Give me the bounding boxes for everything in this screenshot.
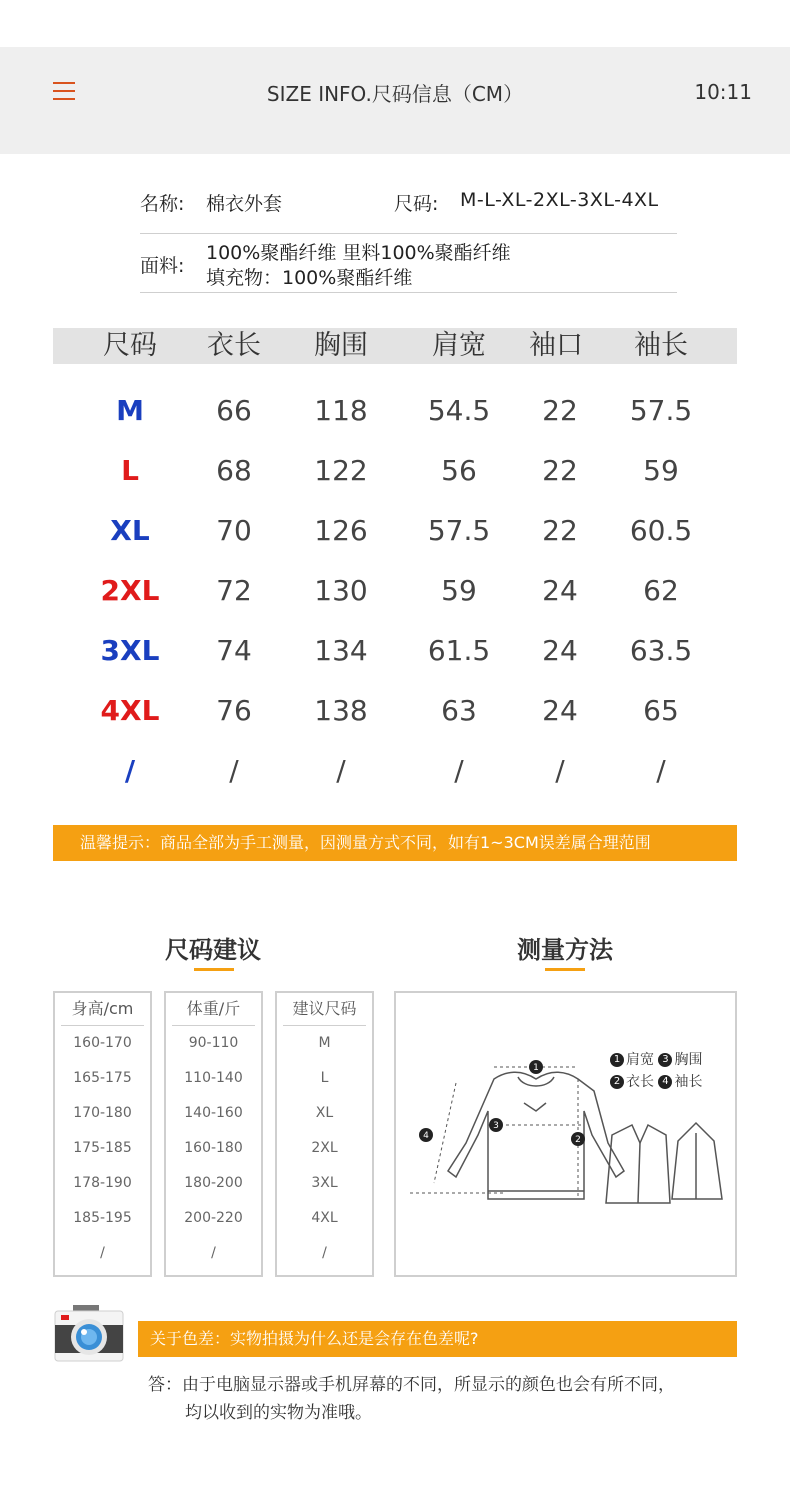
status-time: 10:11: [694, 80, 752, 104]
recommend-cell: 160-170: [73, 1035, 132, 1051]
table-cell: 74: [216, 634, 252, 667]
table-cell: 56: [441, 454, 477, 487]
legend-label: 胸围: [674, 1052, 703, 1068]
measure-title: 测量方法: [517, 936, 613, 964]
table-cell: 126: [314, 514, 368, 547]
size-label: /: [124, 754, 136, 787]
table-cell: /: [229, 754, 239, 787]
height-column: [53, 991, 152, 1277]
number-badge: 4: [658, 1075, 672, 1089]
svg-text:1: 1: [533, 1063, 539, 1073]
recommend-cell: /: [322, 1245, 327, 1261]
size-column: [275, 991, 374, 1277]
table-cell: 57.5: [629, 394, 693, 427]
table-cell: 24: [542, 694, 578, 727]
table-cell: 22: [542, 514, 578, 547]
table-header-cell: 衣长: [207, 330, 261, 361]
table-cell: 138: [314, 694, 368, 727]
table-cell: 59: [643, 454, 679, 487]
table-cell: 130: [314, 574, 368, 607]
recommend-cell: /: [100, 1245, 105, 1261]
number-badge: 1: [610, 1053, 624, 1067]
table-cell: /: [656, 754, 666, 787]
table-cell: 118: [314, 394, 368, 427]
size-label: L: [121, 454, 139, 487]
title-underline: [194, 968, 234, 971]
number-badge: 2: [610, 1075, 624, 1089]
recommend-cell: 170-180: [73, 1105, 132, 1121]
size-label: 2XL: [100, 574, 160, 607]
product-name-label: 名称:: [140, 193, 185, 215]
svg-text:2: 2: [575, 1135, 581, 1145]
table-cell: 59: [441, 574, 477, 607]
page-title: SIZE INFO.尺码信息（CM）: [266, 82, 524, 106]
table-cell: 70: [216, 514, 252, 547]
size-label: 4XL: [100, 694, 160, 727]
table-header-cell: 袖口: [529, 330, 583, 361]
table-cell: 24: [542, 574, 578, 607]
product-name-value: 棉衣外套: [206, 193, 283, 215]
recommend-cell: M: [318, 1035, 331, 1051]
table-cell: 22: [542, 454, 578, 487]
color-answer-line-1: 答：由于电脑显示器或手机屏幕的不同，所显示的颜色也会有所不同，: [148, 1375, 675, 1395]
camera-icon: [53, 1305, 125, 1363]
recommend-title: 尺码建议: [165, 936, 261, 964]
table-header-cell: 尺码: [103, 330, 157, 361]
recommend-cell: 185-195: [73, 1210, 132, 1226]
legend-label: 肩宽: [626, 1052, 654, 1068]
recommend-cell: /: [211, 1245, 216, 1261]
recommend-cell: 180-200: [184, 1175, 243, 1191]
color-question-banner: 关于色差：实物拍摄为什么还是会存在色差呢?: [138, 1321, 737, 1357]
table-cell: 134: [314, 634, 368, 667]
table-cell: 68: [216, 454, 252, 487]
legend-row-1: [610, 1049, 702, 1069]
table-header-cell: 胸围: [314, 330, 368, 361]
column-header: 身高/cm: [61, 993, 144, 1026]
size-label: XL: [110, 514, 150, 547]
color-answer-line-2: 均以收到的实物为准哦。: [185, 1403, 372, 1423]
table-cell: 72: [216, 574, 252, 607]
recommend-cell: 4XL: [311, 1210, 338, 1226]
legend-label: 衣长: [626, 1074, 654, 1090]
recommend-cell: XL: [315, 1105, 334, 1121]
product-size-value: M-L-XL-2XL-3XL-4XL: [460, 189, 659, 211]
table-cell: 60.5: [629, 514, 693, 547]
table-cell: 122: [314, 454, 368, 487]
table-cell: 62: [643, 574, 679, 607]
table-cell: 63: [441, 694, 477, 727]
legend-row-2: [610, 1071, 702, 1091]
table-cell: 54.5: [427, 394, 491, 427]
table-cell: 61.5: [427, 634, 491, 667]
divider: [140, 292, 677, 293]
sweater-illustration: [396, 993, 735, 1275]
table-cell: /: [336, 754, 346, 787]
table-cell: /: [555, 754, 565, 787]
table-header-cell: 肩宽: [432, 330, 486, 361]
recommend-cell: 200-220: [184, 1210, 243, 1226]
column-header: 建议尺码: [283, 993, 366, 1026]
table-cell: /: [454, 754, 464, 787]
fabric-line-2: 填充物：100%聚酯纤维: [206, 267, 413, 289]
recommend-cell: 3XL: [311, 1175, 338, 1191]
tip-banner: 温馨提示：商品全部为手工测量，因测量方式不同，如有1~3CM误差属合理范围: [53, 825, 737, 861]
weight-column: [164, 991, 263, 1277]
recommend-cell: 90-110: [188, 1035, 239, 1051]
size-label: 3XL: [100, 634, 160, 667]
number-badge: 3: [658, 1053, 672, 1067]
recommend-cell: 175-185: [73, 1140, 132, 1156]
table-cell: 65: [643, 694, 679, 727]
table-header-cell: 袖长: [634, 330, 688, 361]
table-cell: 66: [216, 394, 252, 427]
table-cell: 24: [542, 634, 578, 667]
divider: [140, 233, 677, 234]
recommend-cell: 160-180: [184, 1140, 243, 1156]
recommend-cell: 165-175: [73, 1070, 132, 1086]
recommend-cell: L: [320, 1070, 329, 1086]
svg-text:3: 3: [493, 1121, 499, 1131]
column-header: 体重/斤: [172, 993, 255, 1026]
table-cell: 76: [216, 694, 252, 727]
recommend-cell: 140-160: [184, 1105, 243, 1121]
recommend-cell: 178-190: [73, 1175, 132, 1191]
table-cell: 22: [542, 394, 578, 427]
title-underline: [545, 968, 585, 971]
product-size-label: 尺码:: [394, 193, 439, 215]
recommend-cell: 2XL: [311, 1140, 338, 1156]
table-cell: 57.5: [427, 514, 491, 547]
svg-text:4: 4: [423, 1131, 429, 1141]
legend-label: 袖长: [674, 1074, 703, 1090]
fabric-line-1: 100%聚酯纤维 里料100%聚酯纤维: [206, 242, 511, 264]
size-label: M: [116, 394, 144, 427]
fabric-label: 面料:: [140, 255, 185, 277]
measure-box: [394, 991, 737, 1277]
recommend-cell: 110-140: [184, 1070, 243, 1086]
table-cell: 63.5: [629, 634, 693, 667]
